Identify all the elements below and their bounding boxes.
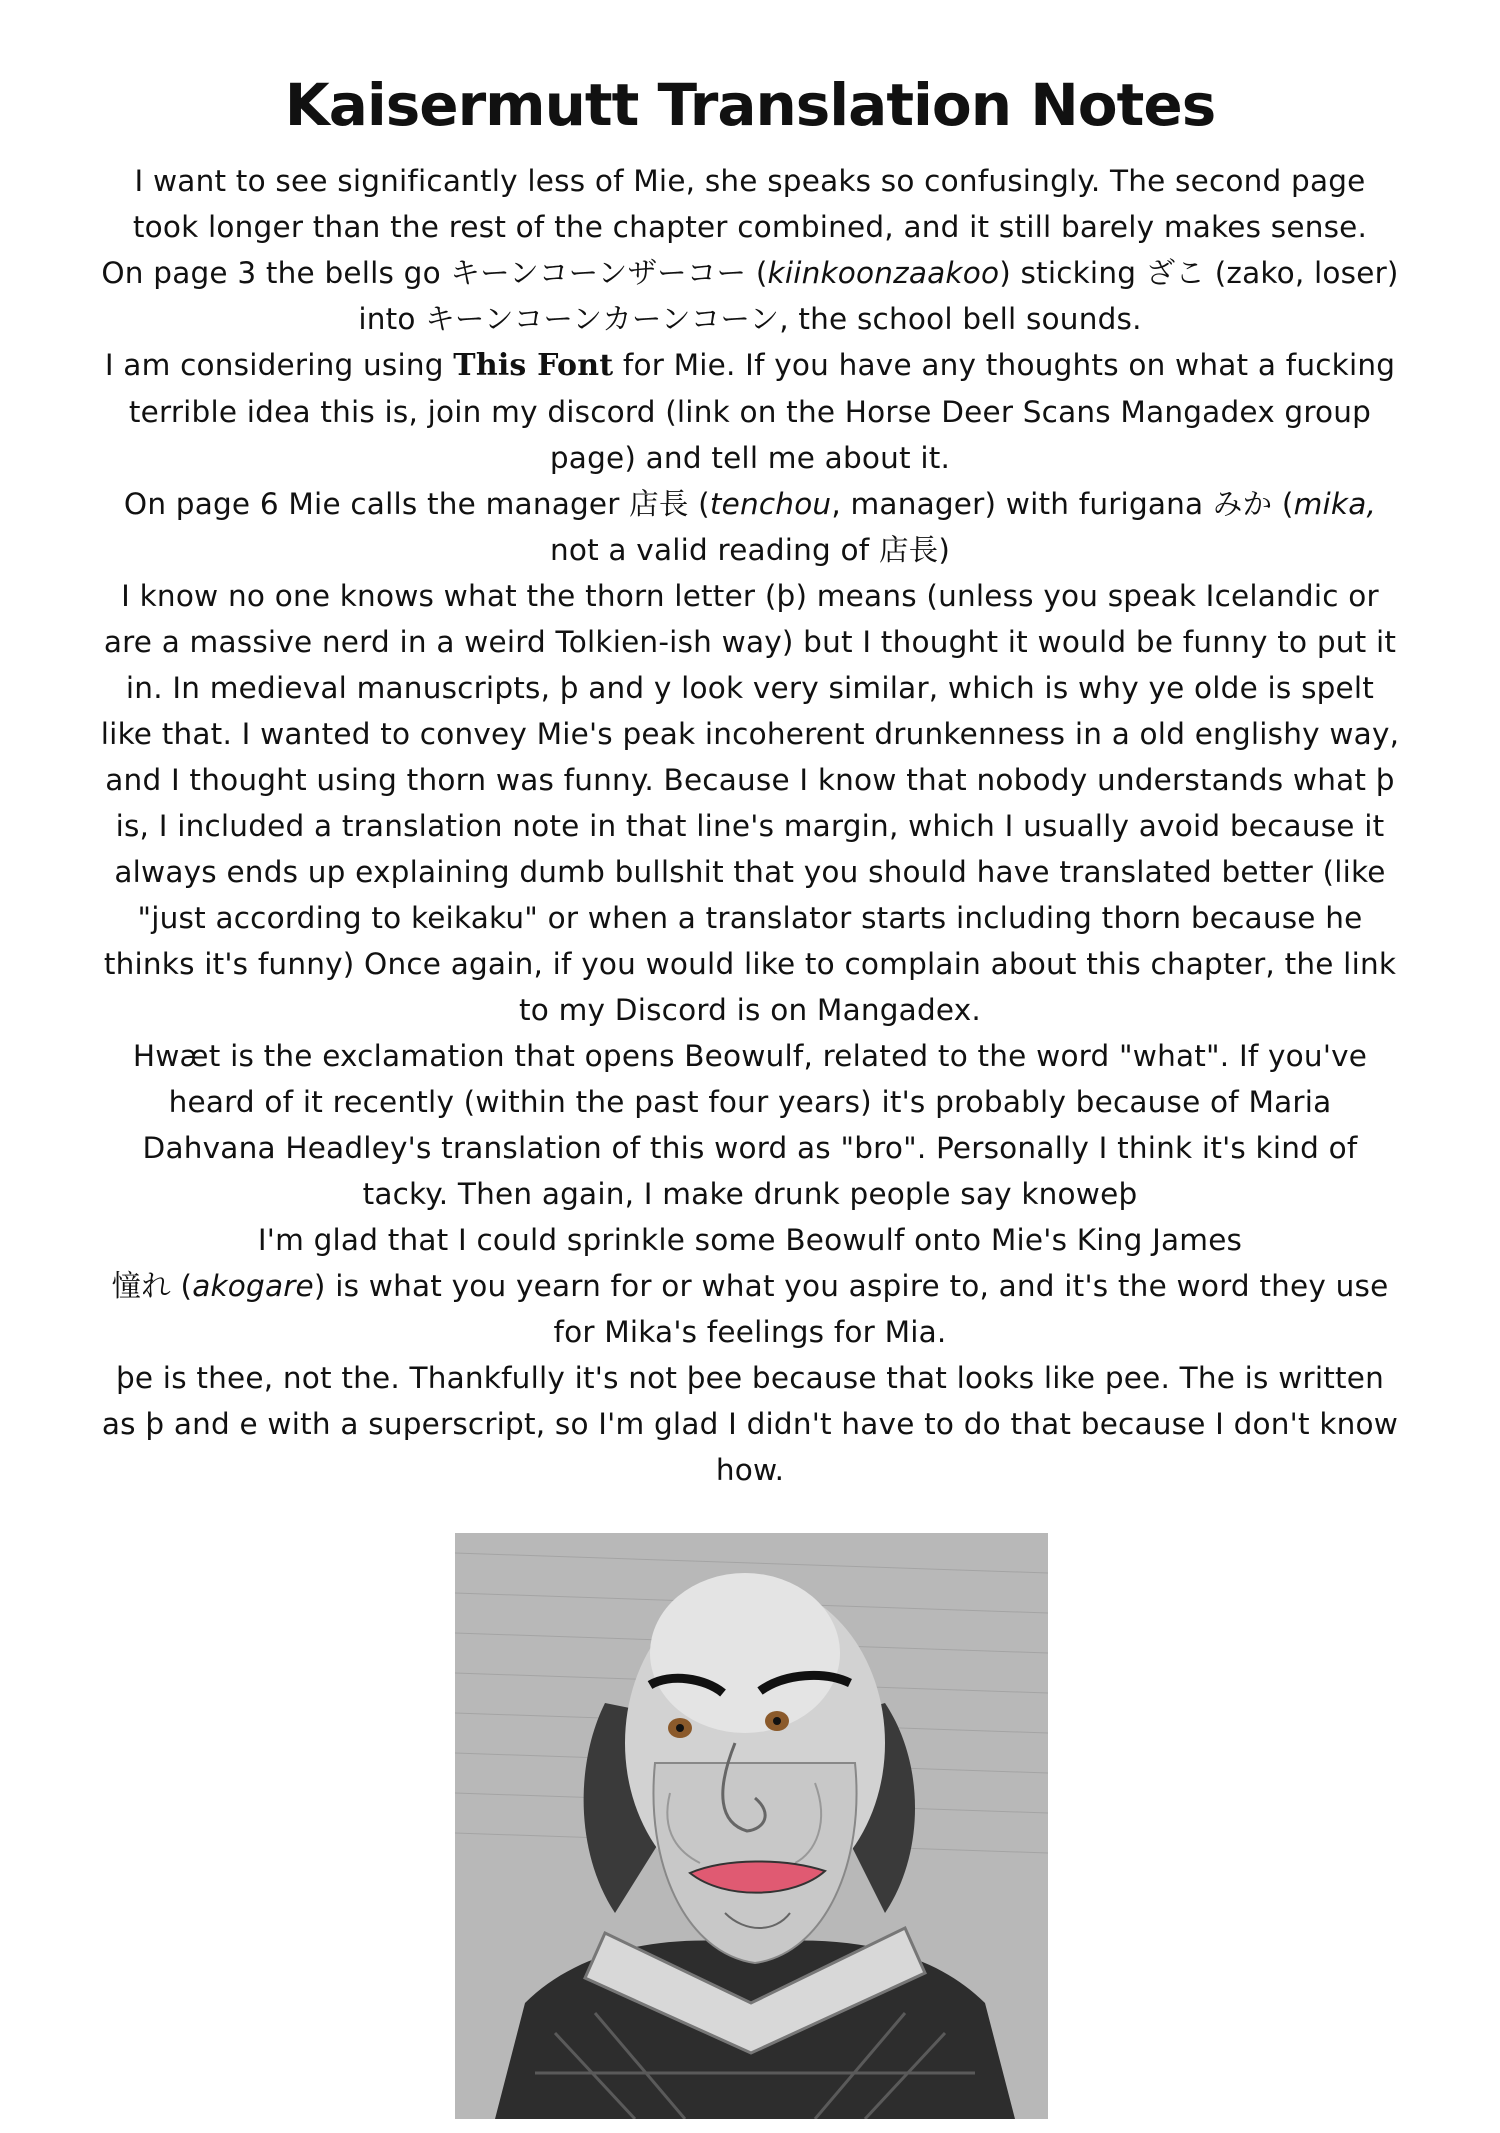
note-paragraph-5 xyxy=(100,573,1400,1033)
note-segment: On page 6 Mie calls the manager 店長 ( xyxy=(123,487,710,521)
note-paragraph-6 xyxy=(100,1033,1400,1217)
note-segment: ) is what you yearn for or what you aspire to, and it's the word they use for Mika's feelings for Mia. xyxy=(313,1269,1389,1349)
note-segment: I know no one knows what the thorn letter (þ) means (unless you speak Icelandic or are a massive nerd in a weird Tolkien-ish way) but I thought it would be funny to put it in. In medieval manuscripts, þ and y look very similar, which is why ye olde is spelt like that. I wanted to convey Mie's peak incoherent drunkenness in a old englishy way, and I thought using thorn was funny. Because I know that nobody understands what þ is, I included a translation note in that line's margin, which I usually avoid because it always ends up explaining dumb bullshit that you should have translated better (like "just according to keikaku" or when a translator starts including thorn because he thinks it's funny) Once again, if you would like to complain about this chapter, the link to my Discord is on Mangadex. xyxy=(100,579,1400,1027)
note-segment: þe is thee, not the. Thankfully it's not þee because that looks like pee. The is written as þ and e with a superscript, so I'm glad I didn't have to do that because I don't know how. xyxy=(101,1361,1399,1487)
note-segment: not a valid reading of 店長) xyxy=(549,533,951,567)
note-paragraph-7 xyxy=(100,1217,1400,1263)
note-segment: for Mie. If you have any thoughts on what a fucking terrible idea this is, join my discord (link on the Horse Deer Scans Mangadex group page) and tell me about it. xyxy=(128,348,1396,475)
note-segment: , manager) with furigana みか ( xyxy=(831,487,1294,521)
translation-notes xyxy=(100,158,1400,1493)
note-segment: tenchou xyxy=(709,487,832,521)
portrait-engraving-icon xyxy=(455,1533,1048,2119)
note-segment: mika, xyxy=(1293,487,1377,521)
note-paragraph-9 xyxy=(100,1355,1400,1493)
note-paragraph-8 xyxy=(100,1263,1400,1355)
note-segment: Hwæt is the exclamation that opens Beowulf, related to the word "what". If you've heard of it recently (within the past four years) it's probably because of Maria Dahvana Headley's translation of this word as "bro". Personally I think it's kind of tacky. Then again, I make drunk people say knoweþ xyxy=(132,1039,1368,1211)
note-segment: ) sticking ざこ (zako, loser) into キーンコーンカーンコーン, the school bell sounds. xyxy=(358,256,1399,336)
page-title: Kaisermutt Translation Notes xyxy=(284,71,1216,139)
note-segment: I am considering using xyxy=(104,348,454,382)
note-segment: On page 3 the bells go キーンコーンザーコー ( xyxy=(101,256,768,290)
note-segment: 憧れ ( xyxy=(111,1269,193,1303)
note-segment: This Font xyxy=(453,348,614,383)
note-segment: kiinkoonzaakoo xyxy=(767,256,1000,290)
note-paragraph-3 xyxy=(100,342,1400,481)
note-paragraph-4 xyxy=(100,481,1400,573)
note-segment: I'm glad that I could sprinkle some Beowulf onto Mie's King James xyxy=(257,1223,1243,1257)
note-paragraph-1 xyxy=(100,158,1400,250)
note-paragraph-2 xyxy=(100,250,1400,342)
note-segment: akogare xyxy=(192,1269,314,1303)
note-segment: I want to see significantly less of Mie, she speaks so confusingly. The second page took longer than the rest of the chapter combined, and it still barely makes sense. xyxy=(132,164,1368,244)
portrait-image xyxy=(455,1533,1048,2119)
